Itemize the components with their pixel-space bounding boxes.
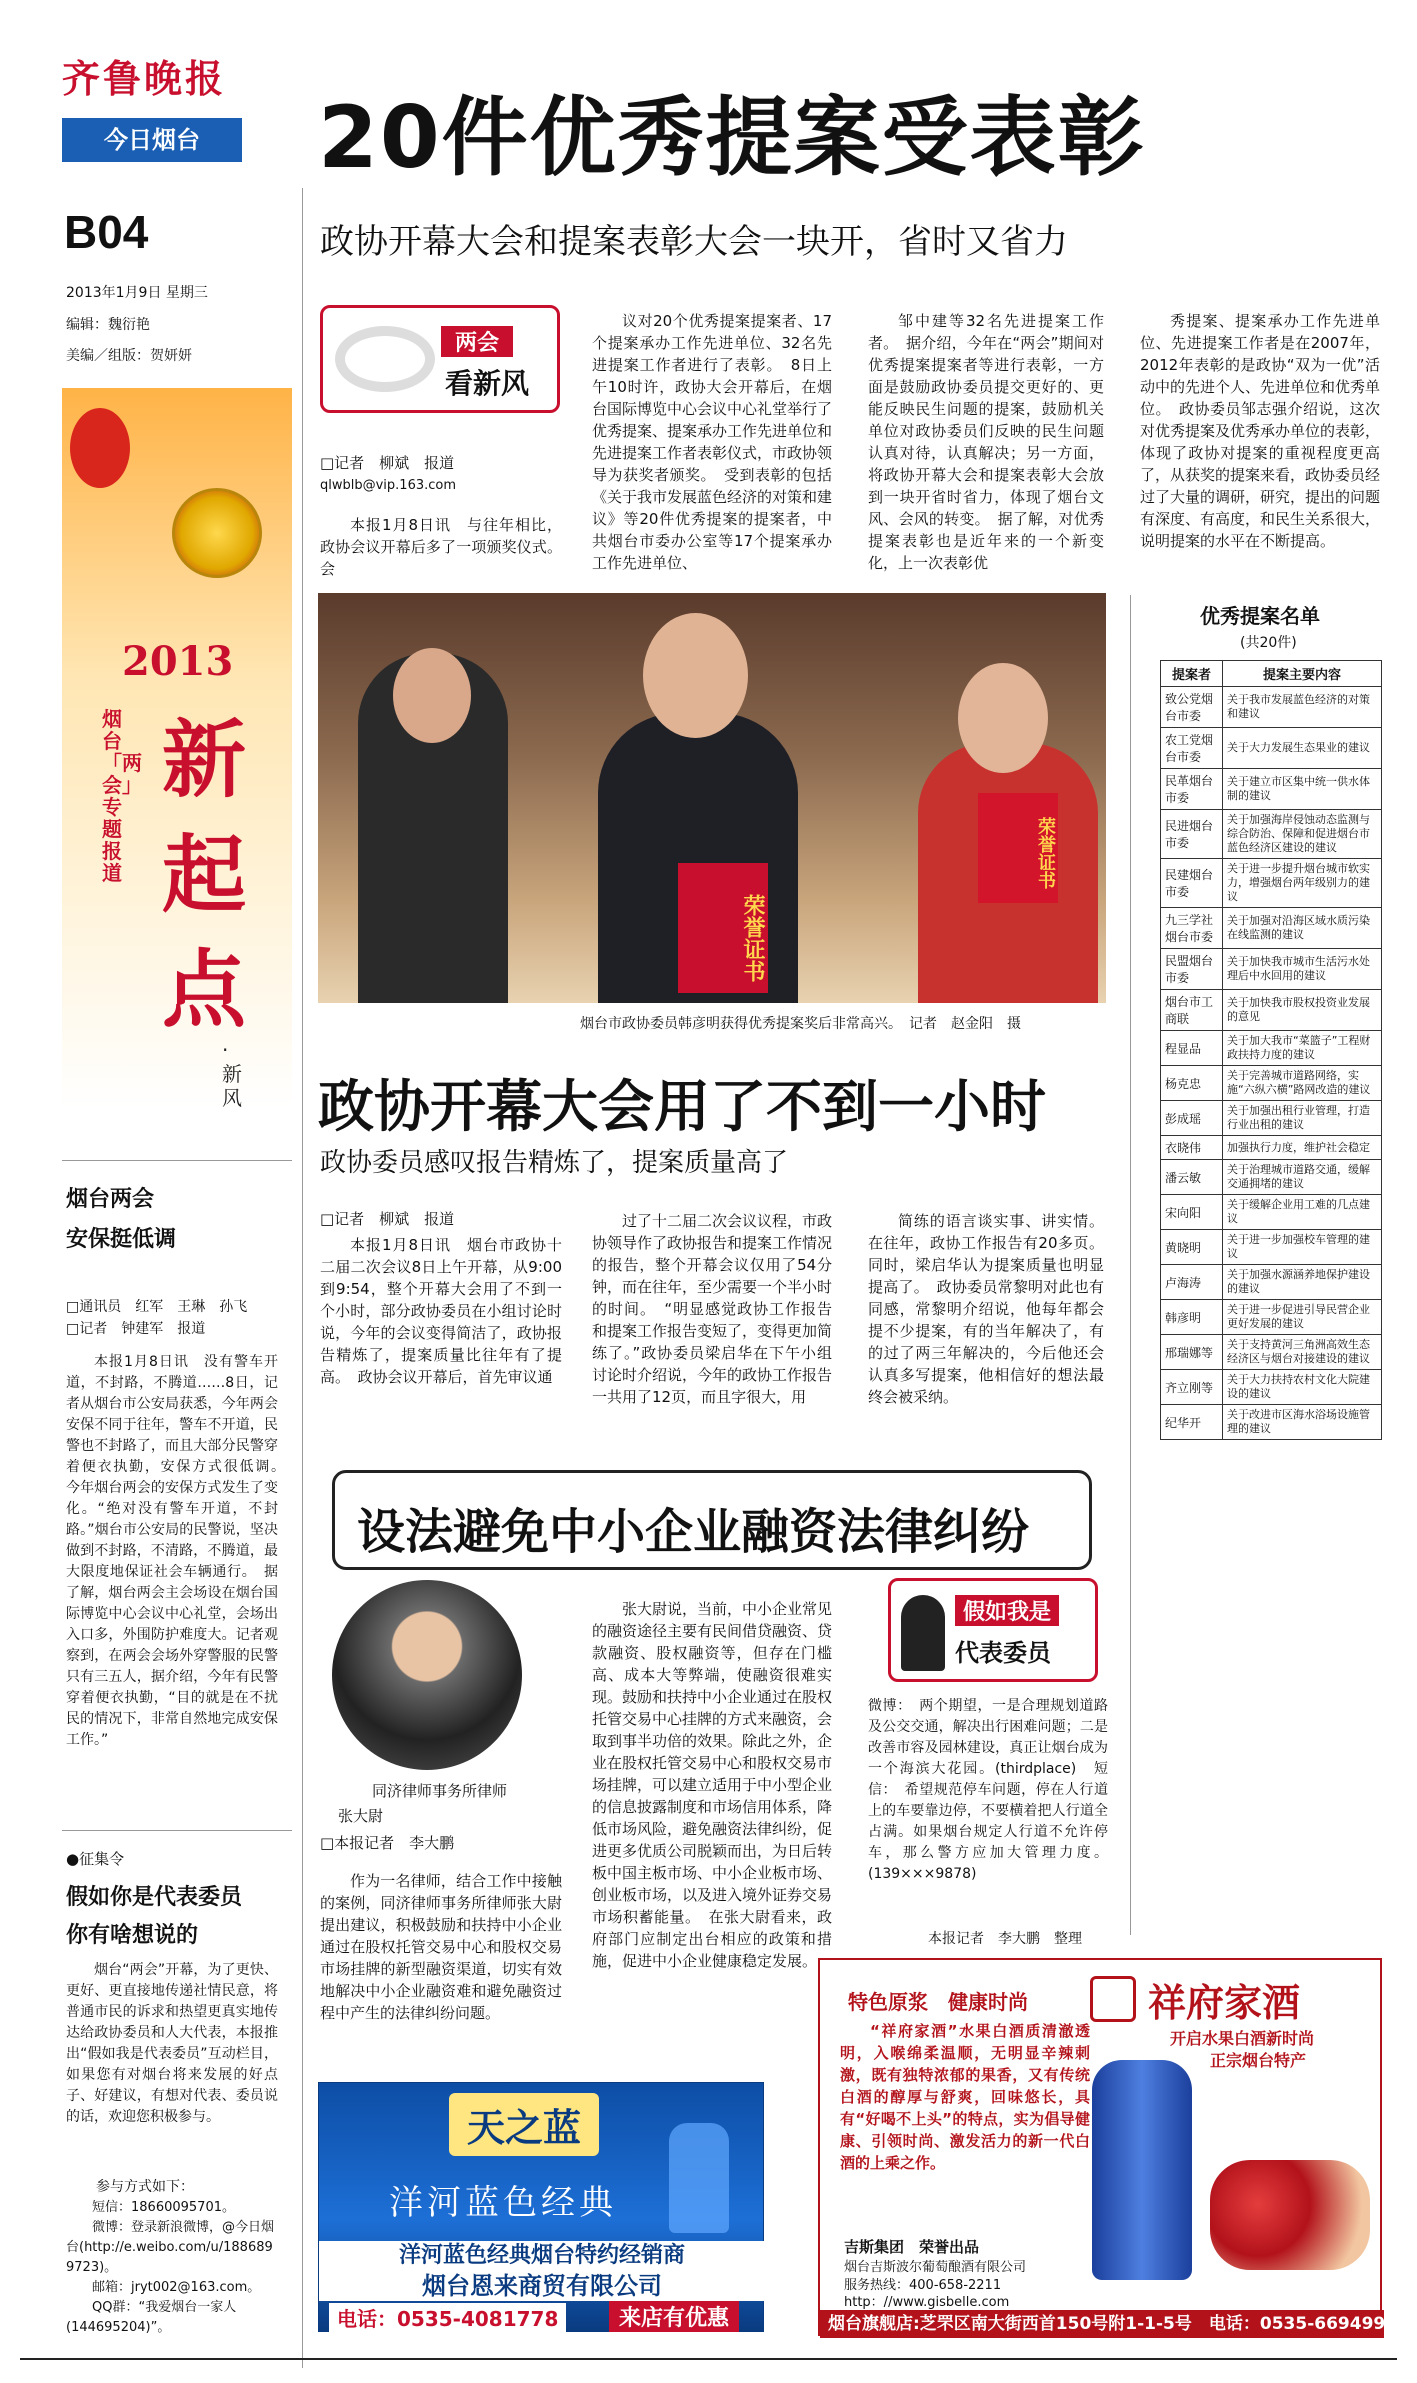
nominee-proposer: 杨克忠: [1161, 1066, 1223, 1101]
article2-col1: [320, 1234, 562, 1414]
article1-lead: [320, 514, 562, 580]
weibo-byline: 本报记者 李大鹏 整理: [928, 1931, 1082, 1947]
ad-tianlan-line2: 烟台恩来商贸有限公司: [319, 2271, 765, 2301]
nominee-proposer: 宋向阳: [1161, 1195, 1223, 1230]
solicit-title-1: 假如你是代表委员: [66, 1885, 243, 1910]
ad-tianlan-slogan: 洋河蓝色经典: [389, 2183, 617, 2223]
banner-char-1: 新: [162, 710, 247, 809]
article3-byline: □本报记者 李大鹏: [320, 1834, 455, 1852]
nominee-row: [1161, 1160, 1382, 1195]
sidebar-byline-2: □记者 钟建军 报道: [66, 1321, 206, 1337]
nominee-row: [1161, 990, 1382, 1031]
lawyer-name: 张大尉: [338, 1807, 384, 1825]
banner-year: 2013: [122, 638, 234, 685]
article2-col3: [868, 1210, 1104, 1415]
nominee-row: [1161, 1195, 1382, 1230]
article2-subtitle: 政协委员感叹报告精炼了，提案质量高了: [320, 1148, 789, 1178]
nominee-content: 关于大力发展生态果业的建议: [1223, 728, 1382, 769]
nominee-row: [1161, 949, 1382, 990]
ad-tianlan-phone: 电话：0535-4081778: [329, 2303, 566, 2332]
nominee-row: [1161, 1101, 1382, 1136]
nominee-proposer: 九三学社烟台市委: [1161, 908, 1223, 949]
ways-title: 参与方式如下：: [96, 2179, 194, 2195]
article1-col4-text: 秀提案、提案承办工作先进单位、先进提案工作者是在2007年，2012年表彰的是政协“双为一优”活动中的先进个人、先进单位和优秀单位。 政协委员邹志强介绍说，这次对优秀提案及优秀承办单位的表彰，体现了政协对提案的重视程度更高了，从获奖的提案来看，政协委员经过了大量的调研，研究，提出的问题有深度、有高度，和民生关系很大，说明提案的水平在不断提高。: [1140, 312, 1381, 550]
sidebar-byline-1: □通讯员 红军 王琳 孙飞: [66, 1299, 248, 1315]
banner-char-3: 点: [162, 940, 247, 1039]
solicit-title-2: 你有啥想说的: [66, 1923, 199, 1948]
ad-xiangfu-tag: 特色原浆 健康时尚: [848, 1990, 1028, 2014]
article2-col1-text: 本报1月8日讯 烟台市政协十二届二次会议8日上午开幕，从9:00到9:54，整个开幕大会用了不到一个小时，部分政协委员在小组讨论时说，今年的会议变得简洁了，政协报告精炼了，提案质量比往年有了提高。 政协会议开幕后，首先审议通: [320, 1236, 562, 1386]
col-content: 提案主要内容: [1223, 661, 1382, 687]
lianghui-label-top: 两会: [441, 326, 513, 357]
page-number: B04: [64, 206, 149, 258]
bottle-icon: [669, 2123, 729, 2233]
sidebar-title-2: 安保挺低调: [66, 1227, 177, 1252]
article1-col2: [592, 310, 833, 572]
nominee-content: 关于改进市区海水浴场设施管理的建议: [1223, 1405, 1382, 1440]
figure-icon: [901, 1595, 945, 1671]
photo-caption: 烟台市政协委员韩彦明获得优秀提案奖后非常高兴。 记者 赵金阳 摄: [580, 1016, 1021, 1032]
paper-masthead: 齐鲁晚报: [62, 56, 227, 101]
ad-xiangfu-address: 烟台旗舰店:芝罘区南大街西首150号附1-1-5号: [828, 2314, 1192, 2334]
nominee-content: 关于加强水源涵养地保护建设的建议: [1223, 1265, 1382, 1300]
nominee-row: [1161, 687, 1382, 728]
nominee-content: 关于进一步加强校车管理的建议: [1223, 1230, 1382, 1265]
sidebar-title-1: 烟台两会: [66, 1187, 155, 1212]
nominee-content: 加强执行力度，维护社会稳定: [1223, 1136, 1382, 1160]
sidebar-body: [66, 1352, 292, 1792]
ad-xiangfu-sub2: 正宗烟台特产: [1210, 2051, 1307, 2070]
ad-xiangfu-fruit: [1210, 2160, 1370, 2270]
ad-xiangfu-body: [840, 2020, 1090, 2230]
ad-xiangfu-company: 吉斯集团 荣誉出品: [844, 2238, 980, 2256]
nominees-table: [1160, 660, 1382, 1440]
nominees-title: 优秀提案名单: [1200, 604, 1320, 628]
article3-title-box: [332, 1470, 1092, 1570]
nominee-content: 关于建立市区集中统一供水体制的建议: [1223, 769, 1382, 810]
nominee-proposer: 黄晓明: [1161, 1230, 1223, 1265]
emblem-icon: [172, 488, 262, 578]
article2-col2: [592, 1210, 832, 1415]
banner-subtitle: 烟台「两会」专题报道: [102, 707, 142, 885]
nominee-content: 关于缓解企业用工难的几点建议: [1223, 1195, 1382, 1230]
main-headline: 20件优秀提案受表彰: [318, 88, 1146, 188]
article3-col2: [592, 1598, 832, 2046]
nominee-content: 关于进一步提升烟台城市软实力，增强烟台两年级别力的建议: [1223, 859, 1382, 908]
person-left-head: [393, 648, 471, 743]
weibo-block: [868, 1696, 1108, 1926]
nominee-row: [1161, 1031, 1382, 1066]
article3-title: 设法避免中小企业融资法律纠纷: [357, 1504, 1030, 1560]
nominee-row: [1161, 1066, 1382, 1101]
nominee-row: [1161, 859, 1382, 908]
daibiao-label-top: 假如我是: [955, 1595, 1059, 1626]
nominee-proposer: 卢海涛: [1161, 1265, 1223, 1300]
table-divider: [1130, 595, 1131, 1935]
banner-char-2: 起: [162, 825, 247, 924]
nominees-table-wrap: [1160, 660, 1382, 1440]
nominee-proposer: 烟台市工商联: [1161, 990, 1223, 1031]
person-center-head: [643, 613, 748, 738]
bottom-rule: [20, 2358, 1397, 2360]
ad-xiangfu-url: http：//www.gisbelle.com: [844, 2295, 1010, 2310]
article1-col2-text: 议对20个优秀提案提案者、17个提案承办工作先进单位、32名先进提案工作者进行了表彰。 8日上午10时许，政协大会开幕后，在烟台国际博览中心会议中心礼堂举行了优秀提案、提案承办工作先进单位和先进提案工作者表彰仪式，市政协领导为获奖者颁奖。 受到表彰的包括《关于我市发展蓝色经济的对策和建议》等20件优秀提案的提案者，中共烟台市委办公室等17个提案承办工作先进单位、: [592, 312, 833, 572]
article3-col1: [320, 1870, 562, 2030]
nominee-row: [1161, 728, 1382, 769]
nominee-content: 关于大力扶持农村文化大院建设的建议: [1223, 1370, 1382, 1405]
sidebar-rule-2: [62, 1830, 292, 1831]
nominee-proposer: 程显品: [1161, 1031, 1223, 1066]
sidebar-divider: [302, 188, 303, 2368]
ad-tianlan-brand: 天之蓝: [449, 2093, 599, 2156]
ad-xiangfu-body-text: “祥府家酒”水果白酒质清澈透明，入喉绵柔温顺，无明显辛辣刺激，既有独特浓郁的果香，又有传统白酒的醇厚与舒爽，回味悠长，具有“好喝不上头”的特点，实为倡导健康、引领时尚、激发活力的新一代白酒的上乘之作。: [840, 2022, 1090, 2172]
nominee-row: [1161, 1300, 1382, 1335]
lianghui-label: [320, 305, 560, 413]
ad-xiangfu-hotline: 服务热线：400-658-2211: [844, 2278, 1002, 2293]
ways-list: [66, 2198, 278, 2338]
nominee-row: [1161, 1335, 1382, 1370]
article2-byline: □记者 柳斌 报道: [320, 1210, 455, 1228]
nominee-row: [1161, 810, 1382, 859]
sidebar-body-text: 本报1月8日讯 没有警车开道，不封路，不腾道……8日，记者从烟台市公安局获悉，今年两会安保不同于往年，警车不开道，民警也不封路了，而且大部分民警穿着便衣执勤，安保方式很低调。 今年烟台两会的安保方式发生了变化。“绝对没有警车开道，不封路。”烟台市公安局的民警说，坚决做到不封路，不清路，不腾道，最大限度地保证社会车辆通行。 据了解，烟台两会主会场设在烟台国际博览中心会议中心礼堂，会场出入口多，外围防护难度大。记者观察到，在两会会场外穿警服的民警只有三五人，据介绍，今年有民警穿着便衣执勤，“目的就是在不扰民的情况下，非常自然地完成安保工作。”: [66, 1354, 292, 1748]
way-qq: QQ群：“我爱烟台一家人(144695204)”。: [66, 2300, 237, 2335]
ad-tianlan-line1: 洋河蓝色经典烟台特约经销商: [319, 2241, 765, 2271]
issue-date: 2013年1月9日 星期三: [66, 285, 208, 301]
nominee-content: 关于加强海岸侵蚀动态监测与综合防治、保障和促进烟台市蓝色经济区建设的建议: [1223, 810, 1382, 859]
way-sms: 短信：18660095701。: [92, 2200, 235, 2215]
article1-col3-text: 邹中建等32名先进提案工作者。 据介绍，今年在“两会”期间对优秀提案提案者等进行表彰，一方面是鼓励政协委员提交更好的、更能反映民生问题的提案，鼓励机关单位对政协委员们反映的民生问题认真对待，认真解决；另一方面，将政协开幕大会和提案表彰大会放到一块开省时省力，体现了烟台文风、会风的转变。 据了解，对优秀提案表彰也是近年来的一个新变化，上一次表彰优: [868, 312, 1104, 572]
article2-col2-text: 过了十二届二次会议议程，市政协领导作了政协报告和提案工作情况的报告，整个开幕会议仅用了54分钟，而在往年，至少需要一个半小时的时间。 “明显感觉政协工作报告和提案工作报告变短了，变得更加简练了。”政协委员梁启华在下午小组讨论时介绍说，今年的政协工作报告一共用了12页，而且字很大，用: [592, 1212, 833, 1406]
nominee-content: 关于加大我市“菜篮子”工程财政扶持力度的建议: [1223, 1031, 1382, 1066]
lantern-decoration: [70, 408, 130, 488]
ad-xiangfu-maker: 烟台吉斯波尔葡萄酿酒有限公司: [844, 2260, 1027, 2275]
ad-xiangfu-phone: 电话：0535-6694999: [1208, 2314, 1398, 2334]
sidebar-rule-1: [62, 1160, 292, 1161]
weibo-text: 微博： 两个期望，一是合理规划道路及公交交通，解决出行困难问题；二是改善市容及园林建设，真正让烟台成为一个海滨大花园。(thirdplace) 短信： 希望规范停车问题，停在人行道上的车要靠边停，不要横着把人行道全占满。如果烟台规定人行道不允许停车，那么警方应加大管理力度。(139×××9878): [868, 1698, 1108, 1882]
nominee-content: 关于加快我市城市生活污水处理后中水回用的建议: [1223, 949, 1382, 990]
article3-col2-text: 张大尉说，当前，中小企业常见的融资途径主要有民间借贷融资、贷款融资、股权融资等，但存在门槛高、成本大等弊端，使融资很难实现。鼓励和扶持中小企业通过在股权托管交易中心挂牌的方式来融资，会取到事半功倍的效果。除此之外，企业在股权托管交易中心和股权交易市场挂牌，可以建立适用于中小型企业的信息披露制度和市场信用体系，降低市场风险，避免融资法律纠纷，促进更多优质公司脱颖而出，为日后转板中国主板市场、中小企业板市场、创业板市场，以及进入境外证券交易市场积蓄能量。 在张大尉看来，政府部门应制定出台相应的政策和措施，促进中小企业健康稳定发展。: [592, 1600, 833, 1970]
section-badge: 今日烟台: [62, 118, 242, 162]
nominee-row: [1161, 1230, 1382, 1265]
special-report-banner: [62, 388, 292, 1108]
lawyer-title: 同济律师事务所律师: [372, 1782, 508, 1800]
nominee-content: 关于完善城市道路网络，实施“六纵六横”路网改造的建议: [1223, 1066, 1382, 1101]
ad-xiangfu-brand: 祥府家酒: [1148, 1980, 1301, 2025]
article1-email: qlwblb@vip.163.com: [320, 478, 457, 493]
banner-tag: ·新风: [222, 1038, 242, 1110]
ad-xiangfu-footer: [820, 2310, 1398, 2338]
nominee-content: 关于加强出租行业管理，打造行业出租的建议: [1223, 1101, 1382, 1136]
lianghui-label-bottom: 看新风: [445, 367, 530, 400]
nominee-proposer: 致公党烟台市委: [1161, 687, 1223, 728]
nominee-content: 关于支持黄河三角洲高效生态经济区与烟台对接建设的建议: [1223, 1335, 1382, 1370]
ad-tianlan: [318, 2082, 764, 2332]
nominee-proposer: 民进烟台市委: [1161, 810, 1223, 859]
nominee-row: [1161, 1136, 1382, 1160]
nominee-proposer: 民盟烟台市委: [1161, 949, 1223, 990]
nominee-row: [1161, 1405, 1382, 1440]
ad-tianlan-promo: 来店有优惠: [609, 2301, 739, 2332]
nominee-row: [1161, 1265, 1382, 1300]
certificate-right: 荣誉证书: [978, 793, 1058, 903]
nominee-content: 关于加快我市股权投资业发展的意见: [1223, 990, 1382, 1031]
nominee-content: 关于进一步促进引导民营企业更好发展的建议: [1223, 1300, 1382, 1335]
main-subheadline: 政协开幕大会和提案表彰大会一块开，省时又省力: [320, 222, 1068, 262]
daibiao-label: [888, 1578, 1098, 1682]
nominee-proposer: 齐立刚等: [1161, 1370, 1223, 1405]
award-photo: [318, 593, 1106, 1003]
nominee-proposer: 民革烟台市委: [1161, 769, 1223, 810]
nominees-header-row: [1161, 661, 1382, 687]
solicit-label: ●征集令: [66, 1850, 125, 1868]
nominee-row: [1161, 908, 1382, 949]
ad-xiangfu-logo-icon: [1090, 1976, 1136, 2022]
design-credit: 美编／组版：贺妍妍: [66, 348, 192, 364]
nominee-row: [1161, 769, 1382, 810]
nominee-proposer: 韩彦明: [1161, 1300, 1223, 1335]
nominee-content: 关于我市发展蓝色经济的对策和建议: [1223, 687, 1382, 728]
nominee-proposer: 民建烟台市委: [1161, 859, 1223, 908]
article1-col4: [1140, 310, 1380, 550]
nominee-content: 关于治理城市道路交通，缓解交通拥堵的建议: [1223, 1160, 1382, 1195]
article1-byline: □记者 柳斌 报道: [320, 454, 455, 472]
certificate-center: 荣誉证书: [678, 863, 768, 993]
solicit-body: [66, 1960, 278, 2170]
nominee-proposer: 衣晓伟: [1161, 1136, 1223, 1160]
nominee-proposer: 邢瑞娜等: [1161, 1335, 1223, 1370]
ad-xiangfu: [818, 1958, 1398, 2336]
article1-lead-text: 本报1月8日讯 与往年相比，政协会议开幕后多了一项颁奖仪式。会: [320, 516, 562, 578]
col-proposer: 提案者: [1161, 661, 1223, 687]
solicit-body-text: 烟台“两会”开幕，为了更快、更好、更直接地传递社情民意，将普通市民的诉求和热望更真实地传达给政协委员和人大代表，本报推出“假如我是代表委员”互动栏目，如果您有对烟台将来发展的好点子、好建议，有想对代表、委员说的话，欢迎您积极参与。: [66, 1962, 278, 2125]
nominee-row: [1161, 1370, 1382, 1405]
way-email: 邮箱：jryt002@163.com。: [92, 2280, 261, 2295]
nominee-proposer: 农工党烟台市委: [1161, 728, 1223, 769]
daibiao-label-bottom: 代表委员: [955, 1639, 1051, 1667]
article2-col3-text: 简练的语言谈实事、讲实情。在往年，政协工作报告有20多页。同时，梁启华认为提案质量也明显提高了。 政协委员常黎明对此也有同感，常黎明介绍说，他每年都会提不少提案，有的当年解决了，有的过了两三年解决的，今后他还会认真多写提案，他相信好的想法最终会被采纳。: [868, 1212, 1104, 1406]
meeting-table-icon: [335, 326, 435, 392]
nominees-subtitle: (共20件): [1240, 635, 1297, 651]
ad-xiangfu-bottle: [1092, 2060, 1192, 2280]
editor-credit: 编辑：魏衍艳: [66, 317, 150, 333]
way-weibo: 微博：登录新浪微博，@今日烟台(http://e.weibo.com/u/1886899723)。: [66, 2220, 275, 2275]
article2-title: 政协开幕大会用了不到一小时: [318, 1075, 1046, 1140]
article3-col1-text: 作为一名律师，结合工作中接触的案例，同济律师事务所律师张大尉提出建议，积极鼓励和扶持中小企业通过在股权托管交易中心和股权交易市场挂牌的新型融资渠道，切实有效地解决中小企业融资难和避免融资过程中产生的法律纠纷问题。: [320, 1872, 562, 2022]
ad-xiangfu-sub1: 开启水果白酒新时尚: [1170, 2029, 1315, 2048]
person-right-head: [958, 663, 1048, 773]
nominee-content: 关于加强对沿海区域水质污染在线监测的建议: [1223, 908, 1382, 949]
nominee-proposer: 潘云敏: [1161, 1160, 1223, 1195]
nominee-proposer: 纪华开: [1161, 1405, 1223, 1440]
nominee-proposer: 彭成瑶: [1161, 1101, 1223, 1136]
lawyer-portrait: [332, 1580, 522, 1770]
article1-col3: [868, 310, 1104, 572]
